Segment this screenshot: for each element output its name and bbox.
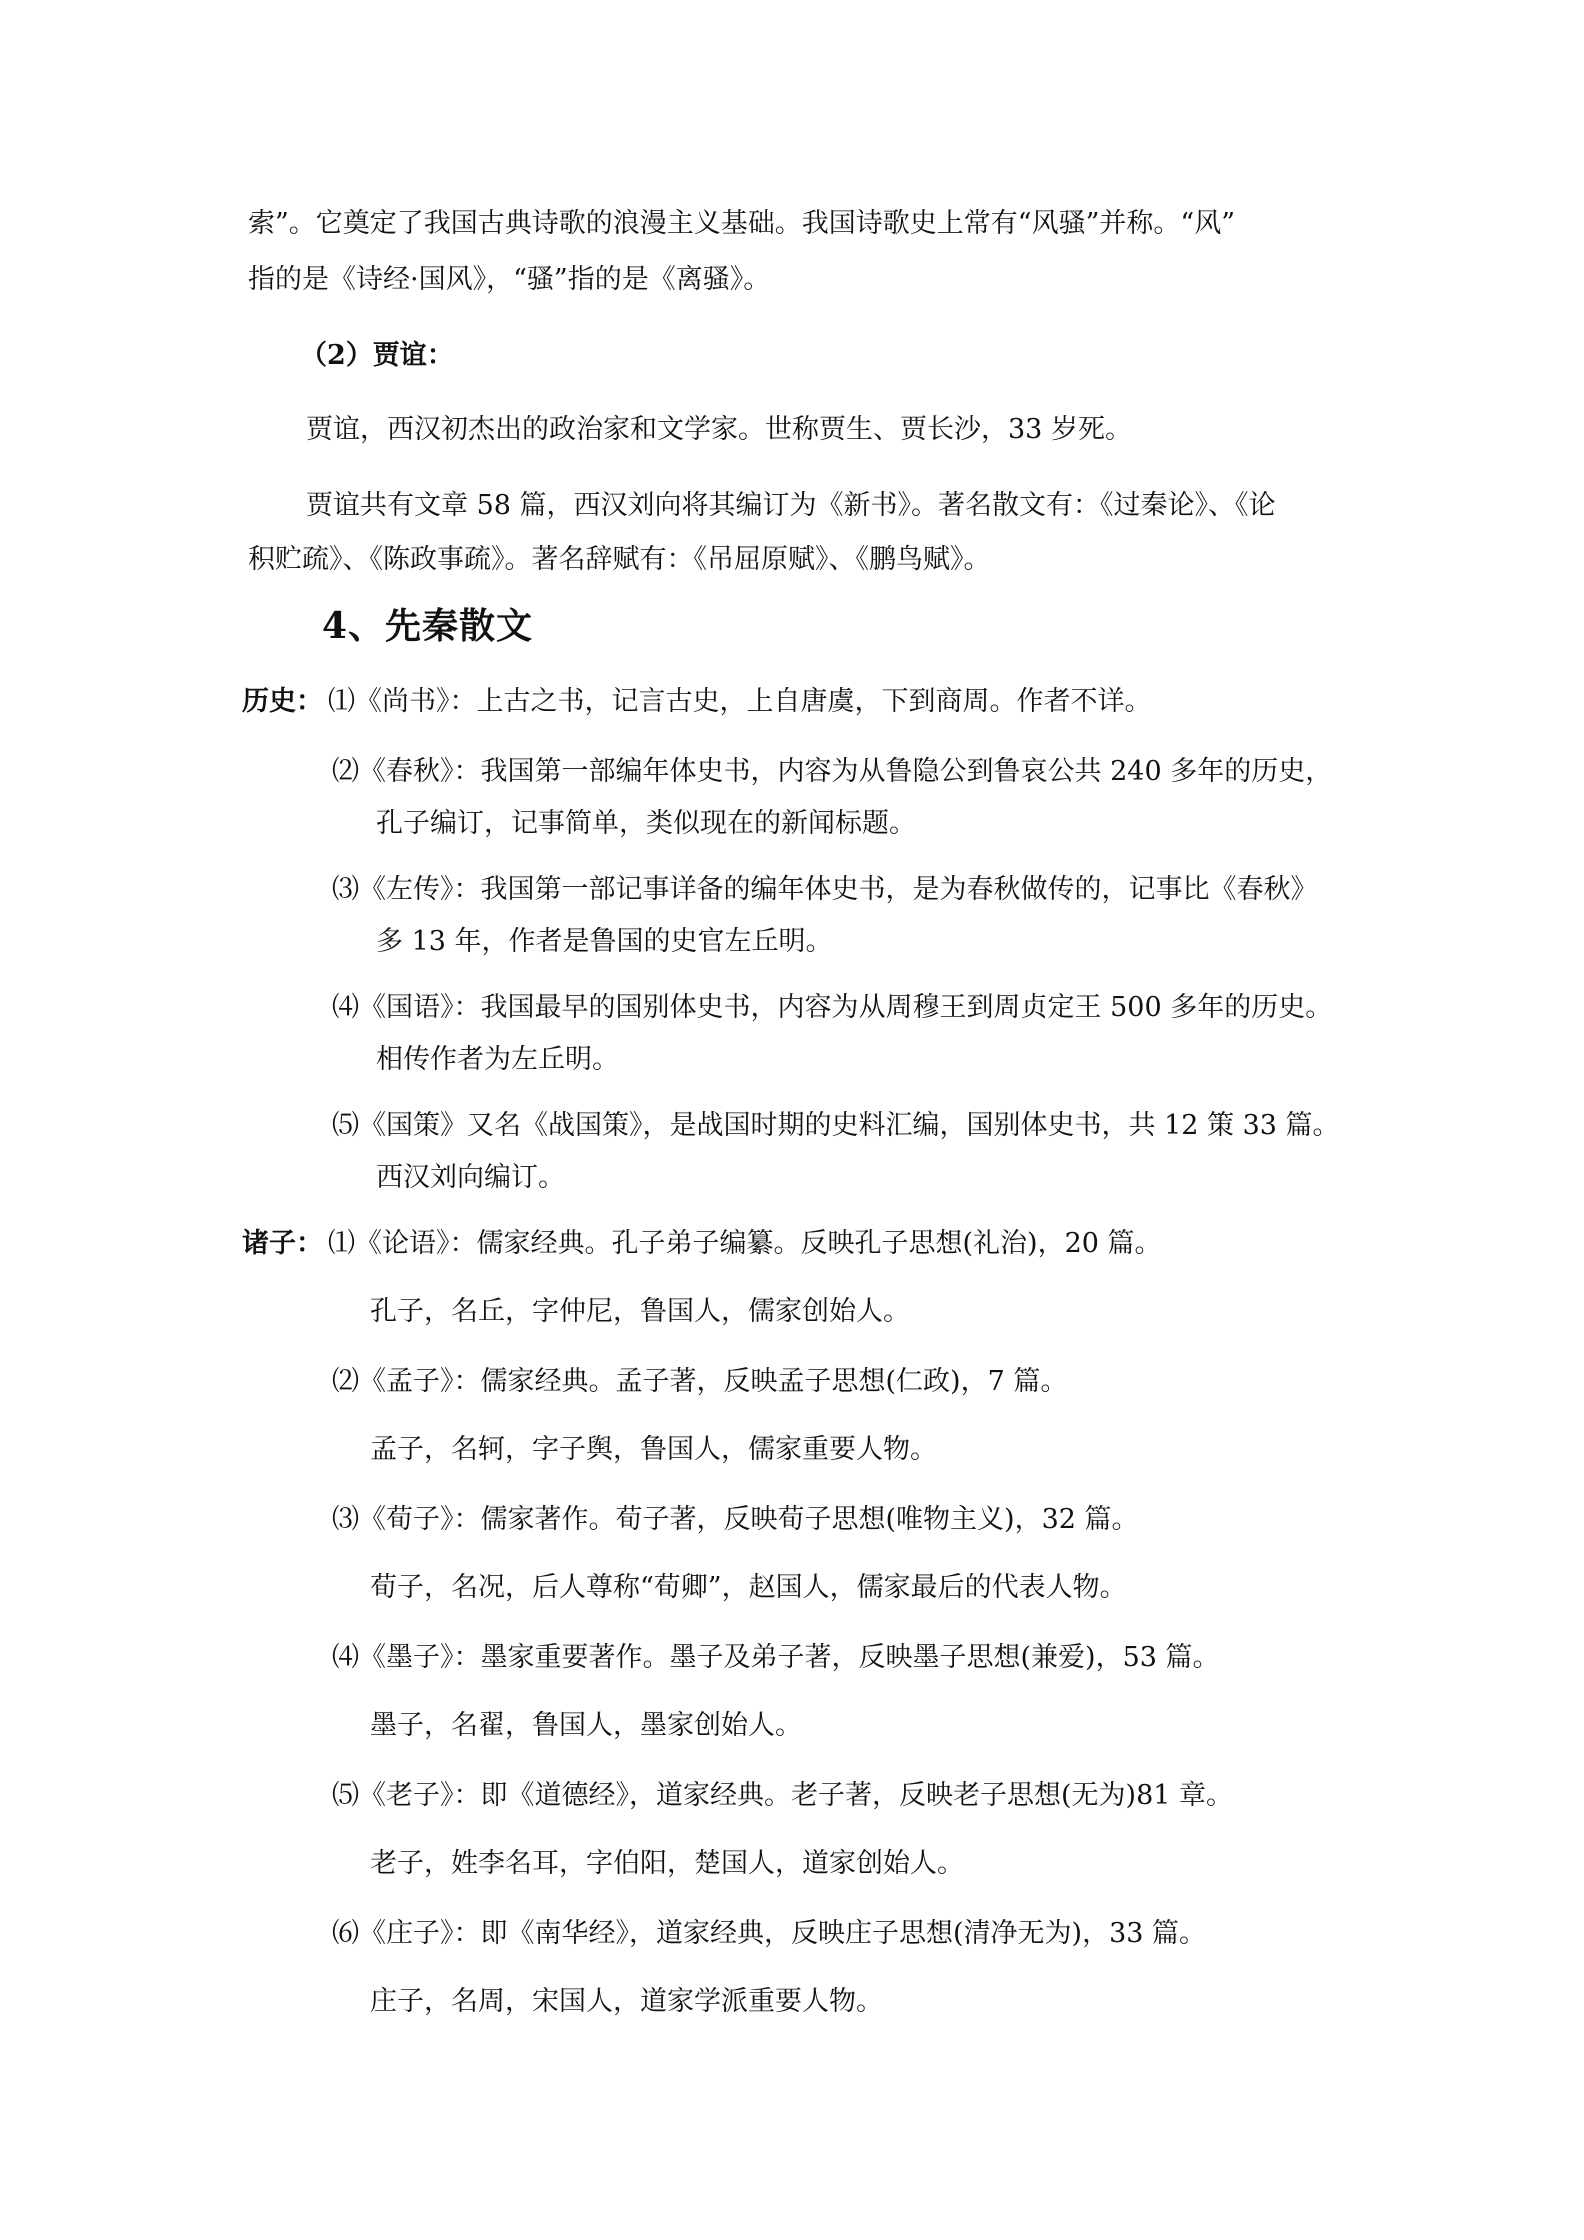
- zhuzi-item-6: ⑹《庄子》：即《南华经》，道家经典，反映庄子思想(清净无为)，33 篇。: [332, 1918, 1207, 1949]
- zhuzi-item-4: ⑷《墨子》：墨家重要著作。墨子及弟子著，反映墨子思想(兼爱)，53 篇。: [332, 1642, 1220, 1673]
- section-4-title: 4、先秦散文: [322, 605, 534, 647]
- history-item-2-line-1: ⑵《春秋》：我国第一部编年体史书，内容为从鲁隐公到鲁哀公共 240 多年的历史，: [332, 756, 1333, 787]
- history-item-5-line-2: 西汉刘向编订。: [376, 1162, 565, 1193]
- zhuzi-item-6-note: 庄子，名周，宋国人，道家学派重要人物。: [370, 1986, 883, 2017]
- zhuzi-item-2: ⑵《孟子》：儒家经典。孟子著，反映孟子思想(仁政)，7 篇。: [332, 1366, 1068, 1397]
- zhuzi-item-2-note: 孟子，名轲，字子舆，鲁国人，儒家重要人物。: [370, 1434, 937, 1465]
- jia-yi-paragraph-1: 贾谊，西汉初杰出的政治家和文学家。世称贾生、贾长沙，33 岁死。: [306, 414, 1132, 445]
- history-label: 历史：: [242, 686, 323, 717]
- zhuzi-item-3: ⑶《荀子》：儒家著作。荀子著，反映荀子思想(唯物主义)，32 篇。: [332, 1504, 1139, 1535]
- history-item-4-line-2: 相传作者为左丘明。: [376, 1044, 619, 1075]
- zhuzi-item-1-note: 孔子，名丘，字仲尼，鲁国人，儒家创始人。: [370, 1296, 910, 1327]
- history-item-3-line-2: 多 13 年，作者是鲁国的史官左丘明。: [376, 926, 833, 957]
- zhuzi-label: 诸子：: [242, 1228, 323, 1259]
- history-item-2-line-2: 孔子编订，记事简单，类似现在的新闻标题。: [376, 808, 916, 839]
- zhuzi-item-3-note: 荀子，名况，后人尊称“荀卿”，赵国人，儒家最后的代表人物。: [370, 1572, 1127, 1603]
- history-item-1: ⑴《尚书》：上古之书，记言古史，上自唐虞，下到商周。作者不详。: [328, 686, 1152, 717]
- jia-yi-paragraph-2-line-2: 积贮疏》、《陈政事疏》。著名辞赋有：《吊屈原赋》、《鹏鸟赋》。: [248, 544, 991, 575]
- history-item-5-line-1: ⑸《国策》又名《战国策》，是战国时期的史料汇编，国别体史书，共 12 策 33 篇。: [332, 1110, 1340, 1141]
- history-item-4-line-1: ⑷《国语》：我国最早的国别体史书，内容为从周穆王到周贞定王 500 多年的历史。: [332, 992, 1333, 1023]
- top-paragraph-line-2: 指的是《诗经·国风》，“骚”指的是《离骚》。: [248, 264, 771, 295]
- zhuzi-item-5: ⑸《老子》：即《道德经》，道家经典。老子著，反映老子思想(无为)81 章。: [332, 1780, 1234, 1811]
- top-paragraph-line-1: 索”。它奠定了我国古典诗歌的浪漫主义基础。我国诗歌史上常有“风骚”并称。“风”: [248, 208, 1236, 239]
- zhuzi-item-5-note: 老子，姓李名耳，字伯阳，楚国人，道家创始人。: [370, 1848, 964, 1879]
- jia-yi-paragraph-2-line-1: 贾谊共有文章 58 篇，西汉刘向将其编订为《新书》。著名散文有：《过秦论》、《论: [306, 490, 1276, 521]
- jia-yi-heading: （2）贾谊：: [300, 340, 454, 371]
- history-item-3-line-1: ⑶《左传》：我国第一部记事详备的编年体史书，是为春秋做传的，记事比《春秋》: [332, 874, 1318, 905]
- zhuzi-item-4-note: 墨子，名翟，鲁国人，墨家创始人。: [370, 1710, 802, 1741]
- zhuzi-item-1: ⑴《论语》：儒家经典。孔子弟子编纂。反映孔子思想(礼治)，20 篇。: [328, 1228, 1162, 1259]
